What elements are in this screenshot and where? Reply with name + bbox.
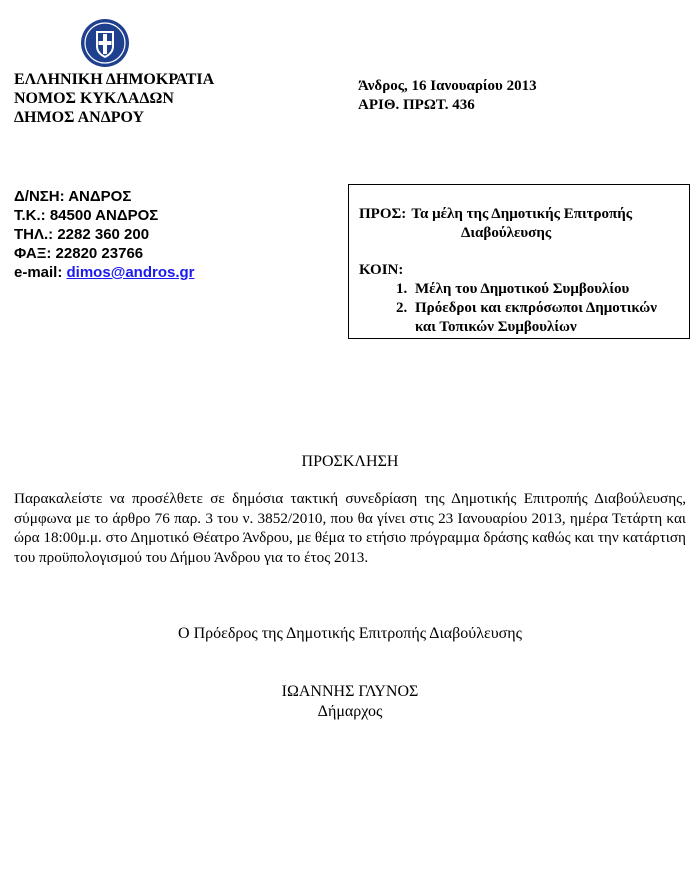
phone-line: ΤΗΛ.: 2282 360 200 — [14, 226, 150, 243]
invitation-body: Παρακαλείστε να προσέλθετε σε δημόσια τακτική συνεδρίαση της Δημοτικής Επιτροπής Διαβούλευσης, σύμφωνα με το άρθρο 76 παρ. 3 του ν. 3852/2010, που θα γίνει στις 23 Ιανουαρίου 2013, ημέρα Τετάρτη και ώρα 18:00μ.μ. στο Δημοτικό Θέατρο Άνδρου, με θέμα το ετήσιο πρόγραμμα δράσης καθώς και την κατάρτιση του προϋπολογισμού του Δήμου Άνδρου για το έτος 2013. — [14, 490, 686, 567]
to-label: ΠΡΟΣ: — [359, 206, 407, 222]
invitation-title: ΠΡΟΣΚΛΗΣΗ — [301, 453, 399, 470]
to-recipient: Τα μέλη της Δημοτικής Επιτροπής — [411, 206, 633, 222]
cc-item: 1. Μέλη του Δημοτικού Συμβουλίου — [411, 280, 681, 299]
to-line — [359, 205, 681, 224]
protocol-number: ΑΡΙΘ. ΠΡΩΤ. 436 — [358, 97, 475, 113]
signature-block — [0, 682, 700, 722]
signer-title: Δήμαρχος — [317, 703, 383, 720]
document-date: Άνδρος, 16 Ιανουαρίου 2013 — [358, 78, 537, 94]
closing-line: Ο Πρόεδρος της Δημοτικής Επιτροπής Διαβούλευσης — [178, 625, 522, 642]
email-line — [14, 263, 195, 282]
email-link[interactable]: dimos@andros.gr — [66, 264, 195, 281]
recipients-box — [348, 184, 690, 339]
signer-name: ΙΩΑΝΝΗΣ ΓΛΥΝΟΣ — [281, 683, 419, 700]
postal-line: Τ.Κ.: 84500 ΑΝΔΡΟΣ — [14, 207, 159, 224]
cc-item: 2. Πρόεδροι και εκπρόσωποι Δημοτικών και Τοπικών Συμβουλίων — [411, 299, 681, 337]
address-line: Δ/ΝΣΗ: ΑΝΔΡΟΣ — [14, 188, 132, 205]
coat-of-arms-icon — [80, 18, 130, 68]
email-label: e-mail: — [14, 264, 67, 281]
org-line-municipality: ΔΗΜΟΣ ΑΝΔΡΟΥ — [14, 109, 145, 126]
org-line-prefecture: ΝΟΜΟΣ ΚΥΚΛΑΔΩΝ — [14, 90, 174, 107]
to-recipient-continued: Διαβούλευσης — [461, 225, 552, 241]
cc-list — [359, 280, 681, 337]
cc-label: ΚΟΙΝ: — [359, 262, 404, 278]
contact-details — [14, 187, 195, 282]
fax-line: ΦΑΞ: 22820 23766 — [14, 245, 144, 262]
document-meta — [358, 77, 537, 115]
issuing-authority — [14, 70, 214, 127]
org-line-country: ΕΛΛΗΝΙΚΗ ΔΗΜΟΚΡΑΤΙΑ — [14, 71, 215, 88]
